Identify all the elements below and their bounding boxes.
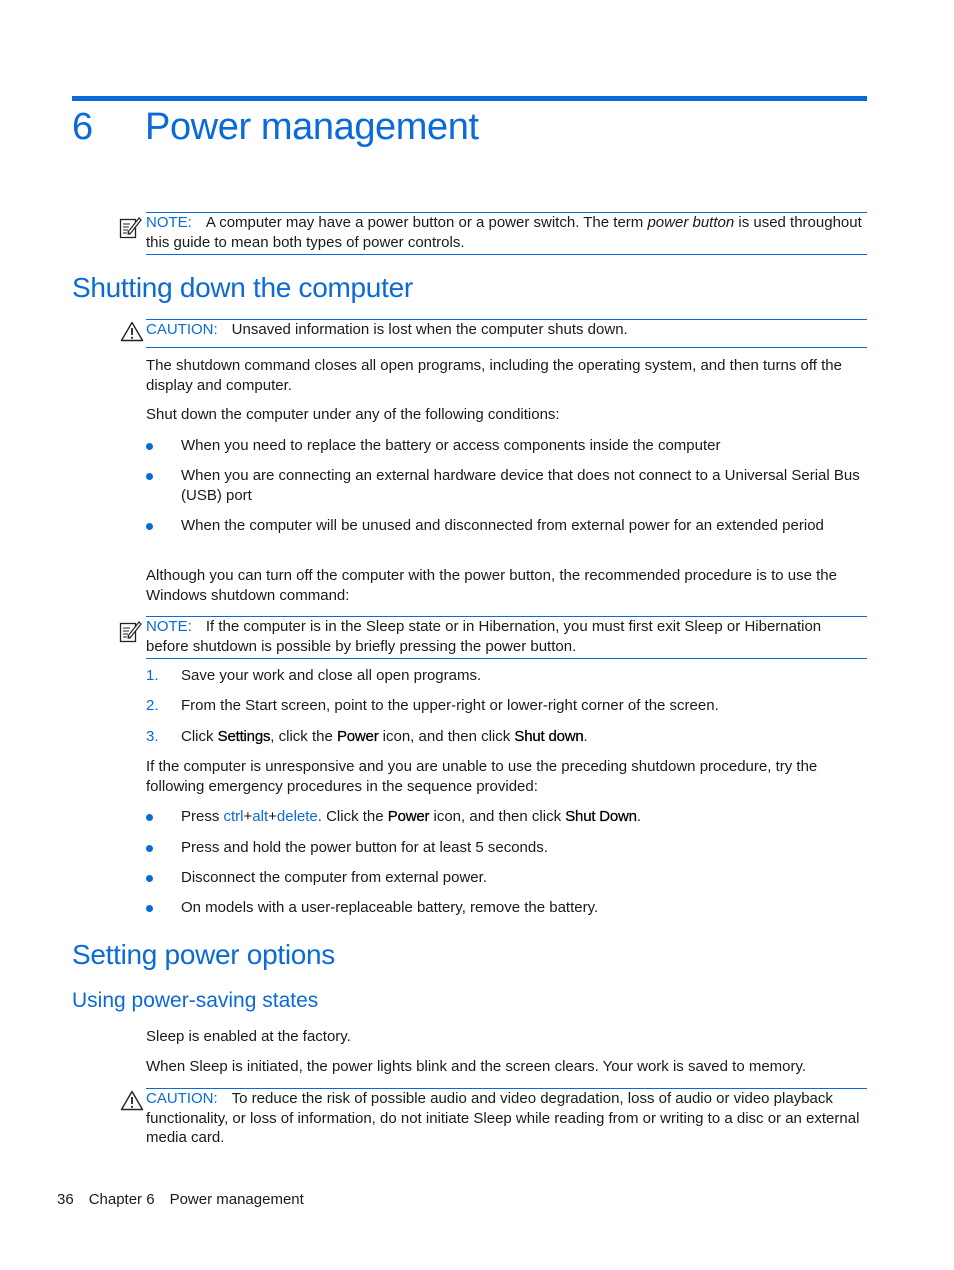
- bullet-dot-icon: [146, 905, 153, 912]
- footer-chapter: Chapter 6: [88, 1191, 155, 1208]
- list-item-text: Press ctrl+alt+delete. Click the Power icon, and then click Shut Down.: [181, 808, 641, 825]
- caution-triangle-icon: [120, 321, 144, 342]
- caution-label: CAUTION:: [146, 1090, 218, 1107]
- paragraph: Shut down the computer under any of the following conditions:: [146, 406, 560, 423]
- note-label: NOTE:: [146, 618, 192, 635]
- step-text: Click Settings, click the Power icon, and then click Shut down.: [181, 728, 588, 745]
- note-label: NOTE:: [146, 214, 192, 231]
- list-item: [146, 838, 868, 858]
- note-term: power button: [647, 214, 735, 231]
- footer-title: Power management: [169, 1191, 304, 1208]
- list-item-text: When the computer will be unused and disconnected from external power for an extended period: [181, 517, 824, 534]
- caution-label: CAUTION:: [146, 321, 218, 338]
- chapter-rule: [72, 96, 867, 101]
- ui-power: Power: [387, 808, 430, 825]
- note-pencil-icon: [118, 618, 142, 644]
- paragraph: The shutdown command closes all open programs, including the operating system, and then turns off the display and computer.: [146, 357, 842, 394]
- paragraph: Sleep is enabled at the factory.: [146, 1028, 351, 1045]
- list-item-text: When you need to replace the battery or access components inside the computer: [181, 437, 721, 454]
- key-alt: alt: [252, 808, 269, 825]
- paragraph: When Sleep is initiated, the power lights blink and the screen clears. Your work is saved to memory.: [146, 1058, 807, 1075]
- note-pencil-icon: [118, 214, 142, 240]
- paragraph: If the computer is unresponsive and you are unable to use the preceding shutdown procedure, try the following emergency procedures in the sequence provided:: [146, 758, 818, 795]
- list-item: [146, 868, 868, 888]
- list-item: [146, 807, 868, 827]
- step-item: [146, 666, 868, 686]
- list-item-text: Disconnect the computer from external power.: [181, 869, 487, 886]
- bullet-dot-icon: [146, 443, 153, 450]
- step-item: [146, 727, 868, 747]
- caution-box: [146, 319, 867, 348]
- bullet-dot-icon: [146, 875, 153, 882]
- chapter-title: Power management: [145, 106, 479, 148]
- bullet-dot-icon: [146, 814, 153, 821]
- caution-box: [146, 1088, 867, 1150]
- bullet-dot-icon: [146, 473, 153, 480]
- key-delete: delete: [276, 808, 318, 825]
- key-ctrl: ctrl: [223, 808, 244, 825]
- step-number: 3.: [146, 728, 159, 745]
- page-number: 36: [57, 1191, 74, 1208]
- ui-shut-down: Shut Down: [565, 808, 637, 825]
- note-text: A computer may have a power button or a power switch. The term: [205, 214, 648, 231]
- paragraph: Although you can turn off the computer with the power button, the recommended procedure is to use the Windows shutdown command:: [146, 567, 837, 604]
- caution-text: To reduce the risk of possible audio and video degradation, loss of audio or video playback functionality, or loss of information, do not initiate Sleep while reading from or writing to a disc or an external media card.: [146, 1090, 860, 1146]
- note-text-end: is used throughout this guide to mean both types of power controls.: [146, 214, 862, 251]
- subsection-heading-power-saving: Using power-saving states: [72, 989, 319, 1012]
- step-text: Save your work and close all open programs.: [181, 667, 482, 684]
- caution-triangle-icon: [120, 1090, 144, 1111]
- note-box: [146, 616, 867, 659]
- list-item: [146, 898, 868, 918]
- section-heading-shutting-down: Shutting down the computer: [72, 272, 413, 303]
- step-number: 1.: [146, 667, 159, 684]
- list-item-text: Press and hold the power button for at least 5 seconds.: [181, 839, 548, 856]
- step-number: 2.: [146, 697, 159, 714]
- note-box: [146, 212, 867, 255]
- bullet-dot-icon: [146, 845, 153, 852]
- list-item: [146, 436, 868, 456]
- bullet-dot-icon: [146, 523, 153, 530]
- section-heading-power-options: Setting power options: [72, 939, 335, 970]
- step-text: From the Start screen, point to the upper-right or lower-right corner of the screen.: [181, 697, 719, 714]
- list-item-text: On models with a user-replaceable battery, remove the battery.: [181, 899, 599, 916]
- caution-text: Unsaved information is lost when the computer shuts down.: [231, 321, 628, 338]
- chapter-number: 6: [72, 106, 93, 148]
- page-footer: [57, 1191, 319, 1208]
- list-item: [146, 516, 868, 536]
- list-item: [146, 466, 868, 505]
- note-text: If the computer is in the Sleep state or in Hibernation, you must first exit Sleep or Hibernation before shutdown is possible by briefly pressing the power button.: [146, 618, 822, 655]
- ui-power: Power: [336, 728, 379, 745]
- step-item: [146, 696, 868, 716]
- list-item-text: When you are connecting an external hardware device that does not connect to a Universal Serial Bus (USB) port: [181, 467, 860, 504]
- ui-settings: Settings: [217, 728, 271, 745]
- ui-shut-down: Shut down: [514, 728, 584, 745]
